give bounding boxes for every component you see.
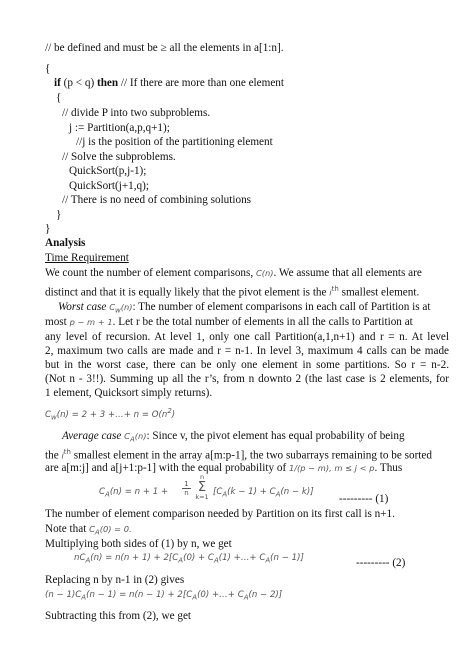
- math-sym: C: [99, 487, 106, 497]
- math-sub: A: [81, 593, 87, 602]
- average-case-line: [62, 429, 405, 447]
- code-line-9: QuickSort(p,j-1);: [69, 165, 147, 177]
- math-expr: (0) +…+ C: [197, 590, 244, 600]
- math-sub: A: [275, 490, 281, 499]
- math-sup: th: [63, 448, 71, 456]
- math-sym: C: [124, 431, 130, 441]
- average-case-label: Average case: [62, 430, 122, 442]
- text: smallest element.: [338, 286, 420, 299]
- code-line-12: }: [56, 209, 62, 221]
- code-line-11: // There is no need of combining solutions: [62, 194, 252, 206]
- text: . We assume that all elements are: [273, 267, 422, 279]
- code-line-8: // Solve the subproblems.: [62, 151, 176, 163]
- paragraph-line: [45, 282, 419, 300]
- paragraph-line: The number of element comparison needed by Partition on its first call is n+1.: [45, 508, 395, 520]
- math-sub: A: [178, 556, 184, 565]
- math-ca: [124, 431, 147, 444]
- equation-1-lhs: [99, 485, 168, 502]
- math-expr: (n − 1) = n(n − 1) + 2[C: [86, 590, 193, 600]
- paragraph-line: but in the worst case, there can be only one element in some partitions. So r = n-2.: [45, 359, 449, 371]
- code-condition: (p < q): [60, 77, 97, 89]
- equation-3: [45, 588, 282, 605]
- math-expr: p − m + 1: [69, 317, 113, 327]
- math-arg: (n): [134, 431, 147, 441]
- math-sub: A: [105, 490, 110, 499]
- equation-1-summation: [193, 474, 211, 501]
- text: are a[m:j] and a[j+1:p-1] with the equal probability of: [45, 462, 289, 474]
- sum-upper: n: [199, 473, 205, 481]
- math-i: i: [61, 450, 64, 461]
- text: : Since v, the pivot element has equal probability of being: [146, 430, 405, 442]
- math-expr: (n) = n(n + 1) + 2[C: [90, 553, 179, 563]
- code-line-4: {: [56, 92, 62, 104]
- math-expr: (n) = 2 + 3 +…+ n = O(n: [56, 409, 168, 420]
- math-expr: (1) +…+ C: [218, 553, 266, 563]
- equation-1-tag: --------- (1): [339, 493, 389, 505]
- paragraph-line: 2, maximum two calls are made and r = n-1. In level 3, maximum 4 calls can be made: [45, 345, 449, 357]
- section-heading: Analysis: [45, 237, 86, 249]
- equation-1-fraction: [182, 480, 191, 497]
- code-comment: // If there are more than one element: [118, 77, 284, 89]
- math-sub: A: [243, 593, 249, 602]
- math-sub: A: [265, 556, 271, 565]
- math-expr: nC: [74, 553, 86, 563]
- text: . Let r be the total number of elements in all the calls to Partition at: [112, 316, 413, 328]
- worst-case-formula: [45, 404, 175, 425]
- equation-1-rhs: [213, 485, 314, 502]
- math-sub: w: [114, 306, 121, 315]
- text: : The number of element comparisons in each call of Partition is at: [132, 301, 431, 313]
- sum-sigma: Σ: [197, 480, 207, 495]
- math-expr: (n − 1)C: [45, 590, 82, 600]
- math-sup: th: [331, 285, 339, 293]
- math-cw: [109, 302, 133, 315]
- code-line-2: {: [45, 63, 51, 75]
- math-expr: [C: [213, 487, 223, 497]
- math-sym: C: [89, 524, 95, 534]
- paragraph-line: Replacing n by n-1 in (2) gives: [45, 574, 185, 586]
- math-expr: (k − 1) + C: [227, 487, 276, 497]
- code-line-7: //j is the position of the partitioning element: [76, 136, 273, 148]
- text: distinct and that it is equally likely that the pivot element is the: [45, 286, 330, 299]
- paragraph-line: (Not n - 3!!). Summing up all the r’s, from n downto 2 (the last case is 2 elements, for: [45, 373, 449, 385]
- equation-2: [74, 551, 304, 568]
- equation-2-tag: --------- (2): [356, 557, 406, 569]
- code-line-1: // be defined and must be ≥ all the elements in a[1:n].: [45, 42, 284, 54]
- text: smallest element in the array a[m:p-1], the two subarrays remaining to be sorted: [70, 449, 432, 462]
- paragraph-line: 1 element, Quicksort simply returns).: [45, 387, 213, 399]
- worst-case-label: Worst case: [58, 301, 107, 313]
- math-expr: (n) = n + 1 +: [109, 487, 169, 497]
- math-arg: (n): [120, 302, 133, 312]
- math-sup: 2: [167, 407, 172, 415]
- text: . Thus: [374, 462, 403, 474]
- keyword-then: then: [96, 77, 119, 89]
- code-line-6: j := Partition(a,p,q+1);: [69, 122, 170, 134]
- text: Note that: [45, 523, 90, 535]
- math-sub: A: [213, 556, 219, 565]
- text: We count the number of element comparisons,: [45, 267, 256, 279]
- math-expr: (n − 1)]: [270, 553, 304, 563]
- paragraph-line: [45, 266, 422, 280]
- fraction-numerator: 1: [184, 480, 189, 488]
- paragraph-line: Multiplying both sides of (1) by n, we get: [45, 538, 232, 550]
- sum-lower: k=1: [195, 493, 209, 501]
- text: the: [45, 449, 62, 462]
- math-expr: (0) + C: [183, 553, 214, 563]
- keyword-if: if: [54, 77, 61, 89]
- math-sub: A: [222, 490, 228, 499]
- math-expr: (n − 2)]: [248, 590, 283, 600]
- code-line-13: }: [45, 223, 51, 235]
- fraction-denominator: n: [182, 488, 191, 497]
- paragraph-line: [45, 315, 413, 329]
- subsection-heading: Time Requirement: [45, 252, 129, 264]
- text: most: [45, 316, 70, 328]
- code-line-5: // divide P into two subproblems.: [62, 107, 211, 119]
- math-sub: A: [85, 556, 91, 565]
- math-expr: (0) = 0.: [99, 524, 132, 534]
- code-line-3: [54, 76, 284, 90]
- math-sub: A: [192, 593, 198, 602]
- math-expr: (n − k)]: [280, 487, 314, 497]
- paragraph-line: Subtracting this from (2), we get: [45, 610, 192, 622]
- paragraph-line: any level of recursion. At level 1, only one call Partition(a,1,n+1) and r = n. At level: [45, 331, 449, 343]
- paragraph-line: [45, 461, 402, 475]
- math-sym: C: [109, 302, 115, 312]
- math-sym: C: [45, 409, 52, 420]
- math-sub: A: [94, 528, 100, 537]
- math-sub: A: [129, 435, 135, 444]
- math-expr: 1/(p − m), m ≤ j < p: [288, 463, 375, 473]
- code-line-10: QuickSort(j+1,q);: [69, 180, 149, 192]
- math-cn: C(n): [255, 268, 274, 278]
- math-ca0: [89, 524, 132, 537]
- math-expr: ): [171, 409, 176, 420]
- math-i: i: [329, 287, 332, 298]
- math-sub: w: [51, 413, 57, 422]
